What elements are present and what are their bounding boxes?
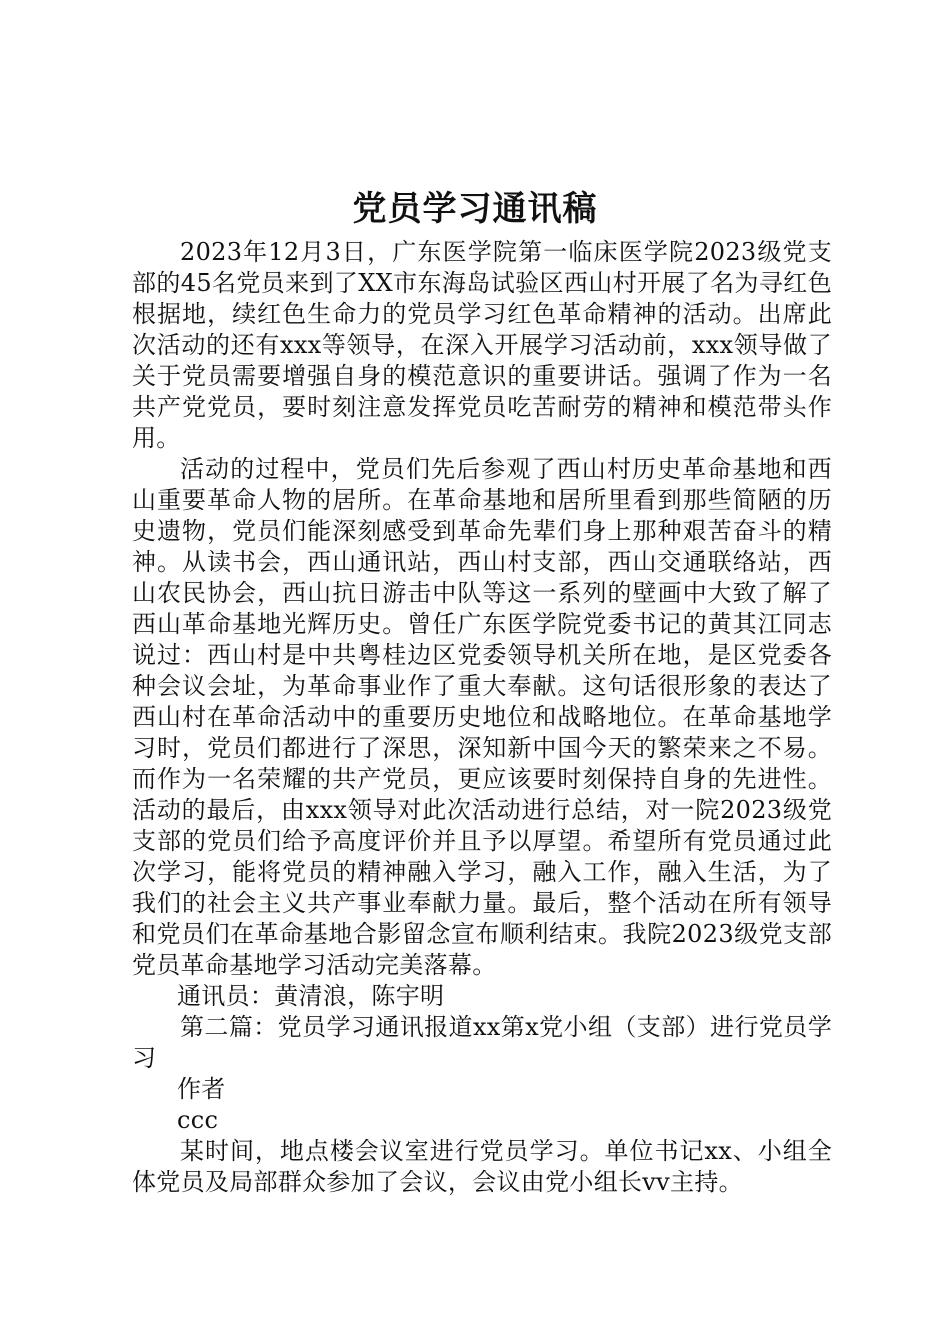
paragraph-meeting: 某时间，地点楼会议室进行党员学习。单位书记xx、小组全体党员及局部群众参加了会议，会议由党小组长vv主持。	[132, 1137, 832, 1196]
document-title: 党员学习通讯稿	[352, 189, 598, 229]
reporter-line: 通讯员：黄清浪，陈宇明	[177, 982, 445, 1010]
paragraph-activity-intro: 2023年12月3日，广东医学院第一临床医学院2023级党支部的45名党员来到了XX市东海岛试验区西山村开展了名为寻红色根据地，续红色生命力的党员学习红色革命精神的活动。出席此次活动的还有xxx等领导，在深入开展学习活动前，xxx领导做了关于党员需要增强自身的模范意识的重要讲话。强调了作为一名共产党党员，要时刻注意发挥党员吃苦耐劳的精神和模范带头作用。	[132, 238, 832, 452]
author-label: 作者	[177, 1075, 226, 1103]
second-article-heading: 第二篇：党员学习通讯报道xx第x党小组（支部）进行党员学习	[132, 1013, 832, 1072]
author-name: ccc	[177, 1106, 219, 1134]
document-body	[132, 237, 832, 1198]
paragraph-activity-process: 活动的过程中，党员们先后参观了西山村历史革命基地和西山重要革命人物的居所。在革命基地和居所里看到那些简陋的历史遗物，党员们能深刻感受到革命先辈们身上那种艰苦奋斗的精神。从读书会，西山通讯站，西山村支部，西山交通联络站，西山农民协会，西山抗日游击中队等这一系列的壁画中大致了解了西山革命基地光辉历史。曾任广东医学院党委书记的黄其江同志说过：西山村是中共粤桂边区党委领导机关所在地，是区党委各种会议会址，为革命事业作了重大奉献。这句话很形象的表达了西山村在革命活动中的重要历史地位和战略地位。在革命基地学习时，党员们都进行了深思，深知新中国今天的繁荣来之不易。而作为一名荣耀的共产党员，更应该要时刻保持自身的先进性。活动的最后，由xxx领导对此次活动进行总结，对一院2023级党支部的党员们给予高度评价并且予以厚望。希望所有党员通过此次学习，能将党员的精神融入学习，融入工作，融入生活，为了我们的社会主义共产事业奉献力量。最后，整个活动在所有领导和党员们在革命基地合影留念宣布顺利结束。我院2023级党支部党员革命基地学习活动完美落幕。	[132, 455, 832, 979]
